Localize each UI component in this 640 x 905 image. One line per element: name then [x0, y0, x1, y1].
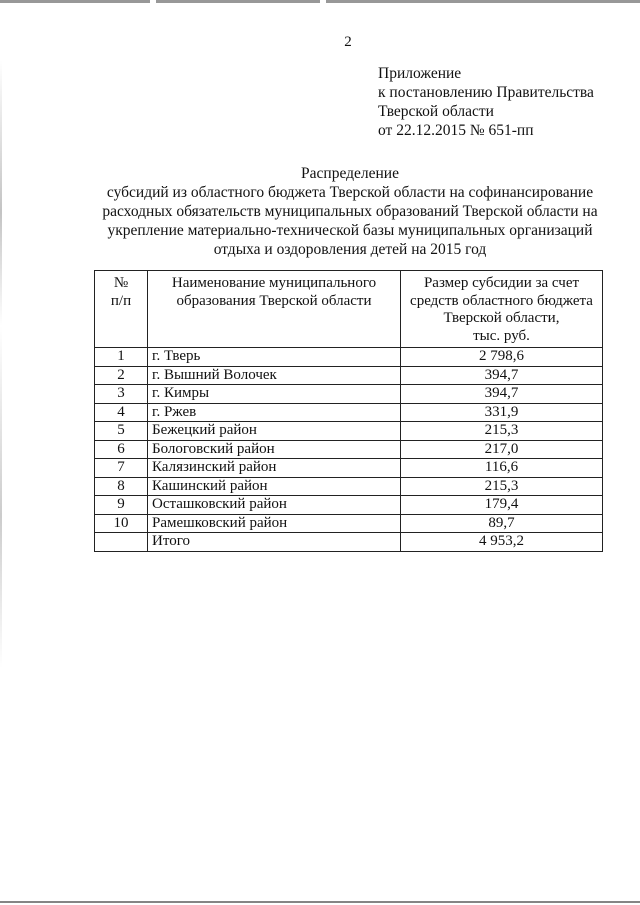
- total-number: [95, 533, 148, 552]
- header-text: Тверской области,: [443, 310, 560, 326]
- row-municipality: Кашинский район: [148, 477, 401, 496]
- row-amount: 217,0: [401, 440, 603, 459]
- table-row: [95, 440, 603, 459]
- table-header: [95, 271, 603, 348]
- header-amount: [401, 271, 603, 348]
- total-amount: 4 953,2: [401, 533, 603, 552]
- header-text: тыс. руб.: [473, 327, 530, 344]
- table-row: [95, 403, 603, 422]
- header-text: средств областного бюджета: [410, 292, 593, 309]
- header-text: Размер субсидии за счет: [423, 275, 580, 291]
- row-amount: 394,7: [401, 366, 603, 385]
- appendix-date-line: от 22.12.2015 № 651-пп: [378, 122, 534, 139]
- row-amount: 116,6: [401, 459, 603, 478]
- row-amount: 2 798,6: [401, 348, 603, 367]
- header-row: [95, 271, 603, 348]
- row-municipality: Бологовский район: [148, 440, 401, 459]
- scan-edge-top: [0, 0, 640, 3]
- title-line: субсидий из областного бюджета Тверской области на софинансирование: [106, 184, 594, 201]
- total-label: Итого: [148, 533, 401, 552]
- title-line: Распределение: [301, 165, 399, 182]
- row-number: 4: [95, 403, 148, 422]
- row-amount: 331,9: [401, 403, 603, 422]
- row-number: 8: [95, 477, 148, 496]
- row-number: 1: [95, 348, 148, 367]
- document-title: [90, 164, 610, 259]
- header-number: [95, 271, 148, 348]
- scan-edge-bottom: [0, 901, 640, 903]
- scan-edge-left: [0, 60, 2, 820]
- title-line: укрепление материально-технической базы муниципальных организаций: [107, 222, 593, 239]
- row-municipality: г. Вышний Волочек: [148, 366, 401, 385]
- table-row: [95, 514, 603, 533]
- row-municipality: г. Кимры: [148, 385, 401, 404]
- row-municipality: г. Тверь: [148, 348, 401, 367]
- header-text: образования Тверской области: [176, 292, 372, 309]
- row-municipality: Бежецкий район: [148, 422, 401, 441]
- row-municipality: Калязинский район: [148, 459, 401, 478]
- table-row: [95, 496, 603, 515]
- table-row: [95, 385, 603, 404]
- table-row: [95, 348, 603, 367]
- row-number: 3: [95, 385, 148, 404]
- row-municipality: г. Ржев: [148, 403, 401, 422]
- row-amount: 215,3: [401, 422, 603, 441]
- header-text: п/п: [110, 292, 132, 309]
- row-number: 7: [95, 459, 148, 478]
- row-amount: 394,7: [401, 385, 603, 404]
- appendix-block: [378, 64, 618, 140]
- total-row: [95, 533, 603, 552]
- row-amount: 215,3: [401, 477, 603, 496]
- row-number: 10: [95, 514, 148, 533]
- header-text: Наименование муниципального: [171, 275, 377, 291]
- table-row: [95, 422, 603, 441]
- page-number: 2: [344, 34, 352, 50]
- row-amount: 179,4: [401, 496, 603, 515]
- row-municipality: Осташковский район: [148, 496, 401, 515]
- table-row: [95, 477, 603, 496]
- row-municipality: Рамешковский район: [148, 514, 401, 533]
- table-row: [95, 459, 603, 478]
- row-number: 5: [95, 422, 148, 441]
- subsidy-table: [94, 270, 603, 552]
- table-body: [95, 348, 603, 552]
- title-line: расходных обязательств муниципальных образований Тверской области на: [102, 203, 598, 220]
- appendix-line: Приложение: [378, 65, 462, 82]
- appendix-line: Тверской области: [378, 103, 494, 120]
- row-number: 2: [95, 366, 148, 385]
- header-municipality: [148, 271, 401, 348]
- row-amount: 89,7: [401, 514, 603, 533]
- title-line: отдыха и оздоровления детей на 2015 год: [213, 241, 487, 258]
- row-number: 9: [95, 496, 148, 515]
- row-number: 6: [95, 440, 148, 459]
- header-text: №: [113, 275, 129, 291]
- appendix-line: к постановлению Правительства: [378, 84, 594, 101]
- table-row: [95, 366, 603, 385]
